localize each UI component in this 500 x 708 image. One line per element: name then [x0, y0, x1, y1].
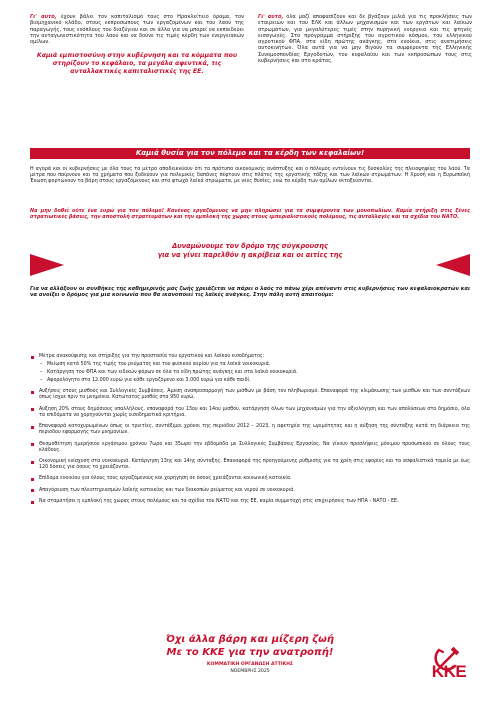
- top-right-text: [258, 14, 472, 64]
- closing-slogan: [120, 633, 380, 659]
- list-item: Να σταματήσει η εμπλοκή της χώρας στους πολέμους και τα σχέδια του ΝΑΤΟ και της ΕΕ, καμία συμμετοχή στις επιχειρήσεις των ΗΠΑ - ΝΑΤΟ - ΕΕ.: [30, 499, 470, 505]
- top-left-text: [30, 14, 244, 45]
- list-item: Απαγόρευση των πλειστηριασμών λαϊκής κατοικίας και των διακοπών ρεύματος και νερού σε νοικοκυριά.: [30, 488, 470, 494]
- top-right-column: [258, 14, 472, 64]
- organization-name: ΚΟΜΜΑΤΙΚΗ ΟΡΓΑΝΩΣΗ ΑΤΤΙΚΗΣ: [206, 662, 294, 667]
- top-left-lead: Γι' αυτό,: [30, 14, 57, 20]
- left-arrow-shape: [30, 254, 64, 276]
- sub-list: [39, 362, 470, 384]
- top-left-body: έχουν βάλει τον καπιταλισμό τους στο Ηρακλείτειο όραμα, τον βιομηχανικό κλάδο, στους εκπροσώπους των εργαζομένων και του λαού της παραγωγής, τους ενόπλους του διαζύγιου και σε άλλα για να μπορεί να εκπαιδεύει την ανταγωνιστικότητα του λαού και να δούνε τις τιμές κέρδη των ενεργειακών ομίλων.: [30, 14, 244, 46]
- demands-intro: Για να αλλάξουν οι συνθήκες της καθημερινής μας ζωής χρειάζεται να πάρει ο λαός το πάνω χέρι απέναντι στις κυβερνήσεις των κεφαλαιοκρατών και να ανοίξει ο δρόμος για μια κοινωνία που θα ικανοποιεί τις λαϊκές ανάγκες. Στην πάλη αυτή απαιτούμε:: [30, 286, 470, 299]
- main-paragraph: Η αγορά και οι κυβερνήσεις με όλα τους τα μέτρα αποδεικνύουν ότι τα πρότυπα οικονομικής ανάπτυξης και ο πόλεμος εντείνουν τις δυσκολίες της πλειοψηφίας του λαού. Τα μέτρα που παίρνουν και τα χρήματα που ξοδεύουν για πολεμικές δαπάνες πέφτουν στις πλάτες της εργατικής τάξης και των λαϊκών στρωμάτων. Η Χρυσή και η Ευρωπαϊκή Ένωση φορτώνουν τα βάρη στους εργαζόμενους και στα φτωχά λαϊκά στρώματα, με νέες θυσίες, ενώ τα κέρδη των ομίλων εκτοξεύονται.: [30, 166, 470, 185]
- party-logo-text: ΚΚΕ: [431, 662, 467, 681]
- list-item: Αύξηση 20% στους δημόσιους υπαλλήλους, επαναφορά του 13ου και 14ου μισθού, κατάργηση όλων των μηχανισμών για την αξιολόγηση και των απολύσεων στο δημόσιο, όλα τα επιδόματα να χορηγούνται χωρίς εισοδηματικά κριτήρια.: [30, 407, 470, 419]
- top-right-body: όλα μαζί αποφασίζουν και δε βγάζουν μιλιά για τις προκλήσεις των εταιρειών και του ΕΛΚ και άλλων μηχανισμών και των εργάτων και λαϊκών στρωμάτων, για μεγαλύτερες τιμές στην πυρηνική ενέργεια και τις φτηνές εισαγωγές. Στο πρόγραμμα στήριξης του αγροτικού κόσμου, του ελληνικού αγροτικού ΦΠΑ, στα είδη πρώτης ανάγκης, στα ενοίκια, στις ανατιμήσεις αυτοκινήτων. Όλα αυτά για να μην θιγούν τα συμφέροντα της Ελληνικής Συνομοσπονδίας Εργοδοτών, του κεφαλαίου και των εκπροσώπων τους στις κυβερνήσεις και στο κράτος.: [258, 14, 472, 65]
- top-left-column: [30, 14, 244, 75]
- list-item: Επίδομα ενοικίου για όλους τους εργαζόμενους και χορήγηση σε όσους χρειάζονται κοινωνική κατοικία.: [30, 476, 470, 482]
- list-item: [30, 354, 470, 384]
- slogan: [110, 242, 390, 260]
- closing-line-2: Με το ΚΚΕ για την ανατροπή!: [166, 647, 334, 658]
- list-item: Θεσμοθέτηση ημερήσιου εργάσιμου χρόνου 7ωρο και 35ωρο την εβδομάδα με Συλλογικές Συμβάσεις Εργασίας. Να γίνουν προσλήψεις μόνιμου προσωπικού σε όλους τους κλάδους.: [30, 442, 470, 454]
- demands-list: [30, 354, 470, 511]
- closing-line-1: Όχι άλλα βάρη και μίζερη ζωή: [166, 634, 334, 645]
- top-left-highlight: Καμιά εμπιστοσύνη στην κυβέρνηση και τα κόμματα που στηρίζουν το κεφάλαιο, τα μεγάλα αφεντικά, τις ανταλλακτικές καπιταλιστικές της ΕΕ.: [36, 52, 238, 75]
- sub-list-item: – Μείωση κατά 50% της τιμής του ρεύματος και του φυσικού αερίου για τα λαϊκά νοικοκυριά.: [39, 362, 470, 368]
- slogan-line-1: Δυναμώνουμε τον δρόμο της σύγκρουσης: [172, 242, 328, 250]
- list-item-text: Μέτρα ανακούφισης και στήριξης για την προστασία του εργατικού και λαϊκού εισοδήματος:: [39, 354, 265, 359]
- red-paragraph: Να μην δοθεί ούτε ένα ευρώ για τον πόλεμο! Κανένας εργαζόμενος να μην πληρώσει για τα συμφέροντα των μονοπωλίων. Καμία στήριξη στις ξένες στρατιωτικές βάσεις, την αποστολή στρατευμάτων και την εμπλοκή της χώρας στους ιμπεριαλιστικούς πολέμους, τις ανταλλαγές και τα σχέδια του ΝΑΤΟ.: [30, 208, 470, 221]
- top-right-lead: Γι' αυτό,: [258, 14, 284, 20]
- sub-list-item: – Κατάργηση του ΦΠΑ και των ειδικών φόρων σε όλα τα είδη πρώτης ανάγκης και στα λαϊκά νοικοκυριά.: [39, 370, 470, 376]
- list-item: Οικονομική ενίσχυση στα νοικοκυριά. Κατάργηση 13ης και 14ης σύνταξης. Επαναφορά της προηγούμενης ρύθμισης για τα χρέη στις εφορίες και τα ασφαλιστικά ταμεία με έως 120 δόσεις για όσους το χρειάζονται.: [30, 459, 470, 471]
- sub-list-item: – Αφορολόγητο στα 12.000 ευρώ για κάθε εργαζόμενο και 3.000 ευρώ για κάθε παιδί.: [39, 378, 470, 384]
- right-arrow-shape: [436, 254, 470, 276]
- list-item: Επαναφορά κατοχυρωμένων όπως οι τριετίες, συντάξιμοι χρόνοι της περιόδου 2012 – 2023, η αφετηρία της ωριμότητας και η αύξηση της σύνταξης κατά τη διάρκεια της περιόδου εφαρμογής των μνημονίων.: [30, 424, 470, 436]
- slogan-line-2: για να γίνει παρελθόν η ακρίβεια και οι αιτίες της: [157, 251, 343, 259]
- issue-date: ΝΟΕΜΒΡΗΣ 2025: [230, 669, 270, 674]
- list-item: Αυξήσεις στους μισθούς και Συλλογικές Συμβάσεις. Άμεση αναπροσαρμογή των μισθών με βάση τον πληθωρισμό. Επαναφορά της κλιμάκωσης των μισθών και των συντάξεων όπως ίσχυε πριν τα μνημόνια. Κατώτατος μισθός στα 950 ευρώ.: [30, 389, 470, 401]
- section-banner: Καμιά θυσία για τον πόλεμο και τα κέρδη των κεφαλαίων!: [30, 148, 470, 159]
